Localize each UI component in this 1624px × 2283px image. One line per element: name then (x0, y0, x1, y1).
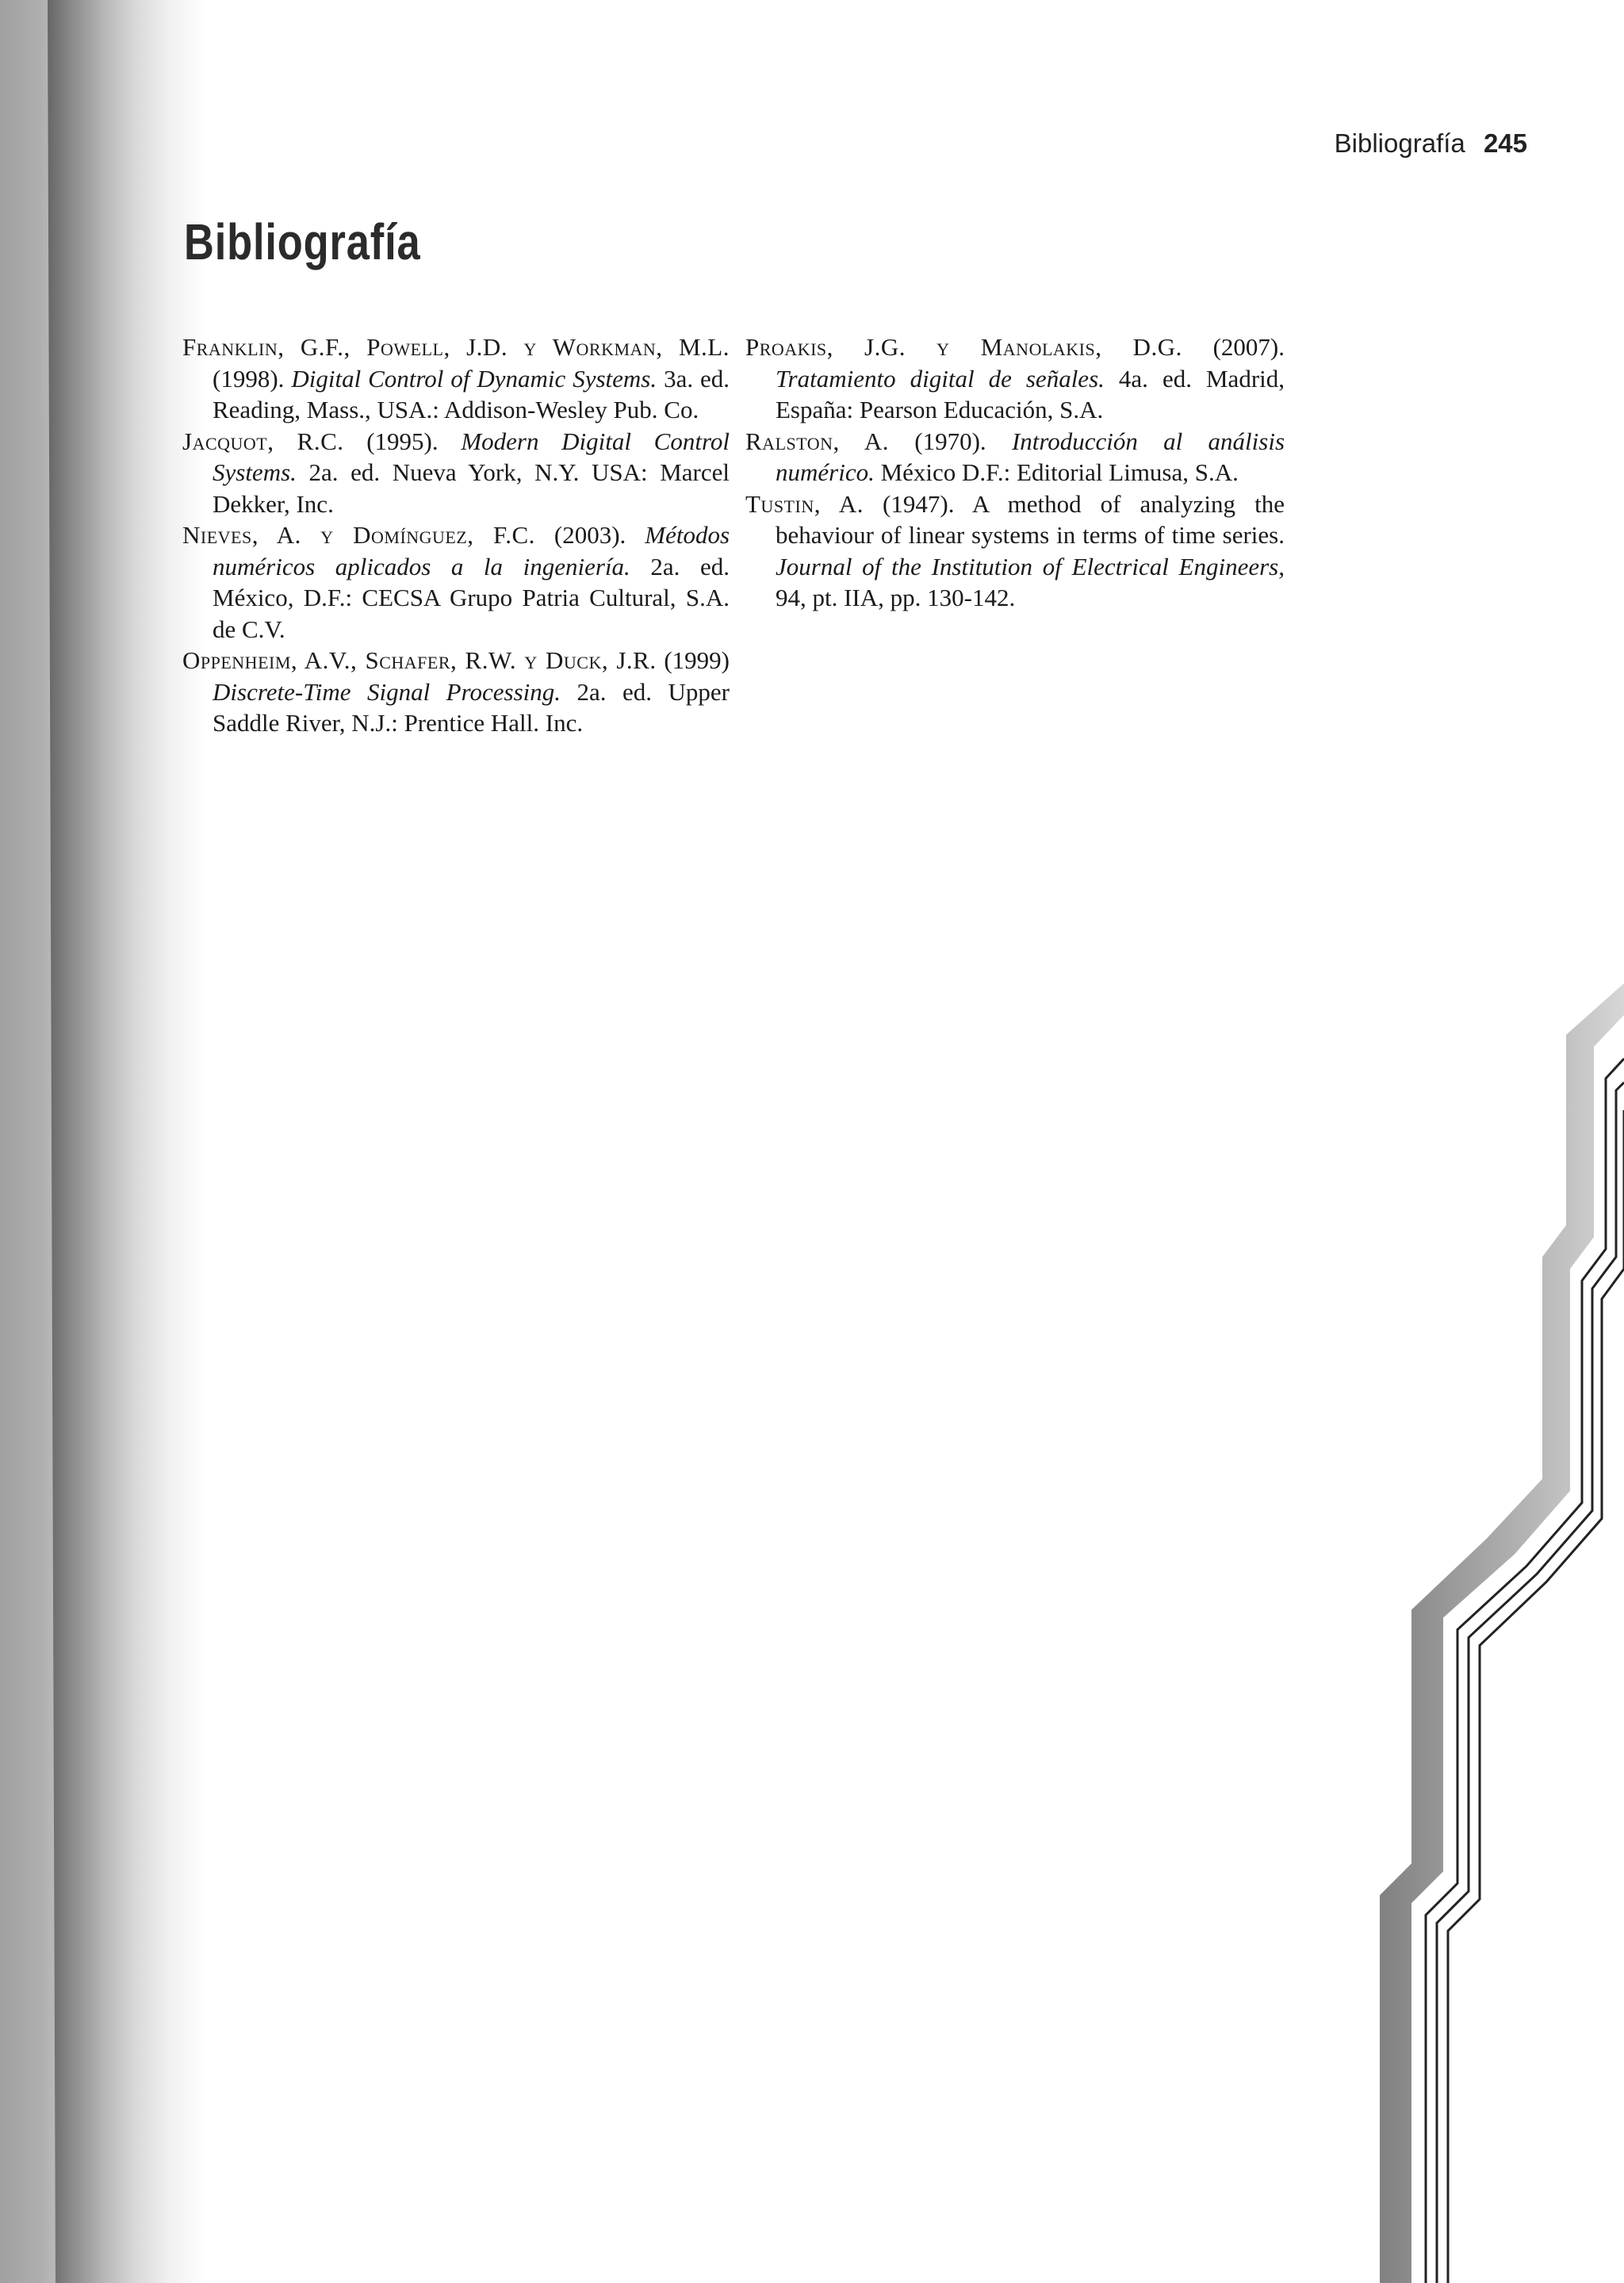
bib-year: (1995). (366, 427, 439, 455)
bib-year: (2003). (553, 521, 626, 549)
bib-work-title: Discrete-Time Signal Processing. (213, 677, 561, 706)
bib-entry-ralston (745, 426, 1285, 488)
bib-year: (1947). (883, 489, 955, 518)
bib-entry-tustin (745, 488, 1285, 614)
bib-author: Tustin, A. (745, 489, 864, 518)
stair-line-1 (1426, 1059, 1624, 2283)
page-gutter-edge (0, 0, 56, 2283)
bib-publisher: 2a. ed. México, D.F.: CECSA Grupo Patria Cultural, S.A. de C.V. (213, 552, 730, 643)
bib-author: Proakis, J.G. y Manolakis, D.G. (745, 333, 1182, 361)
bib-journal-title: Journal of the Institution of Electrical Engineers, (776, 552, 1285, 580)
decorative-stair-lines (1332, 983, 1624, 2283)
bib-year: (1970). (914, 427, 986, 455)
bib-publisher: 2a. ed. Nueva York, N.Y. USA: Marcel Dekker, Inc. (213, 458, 730, 518)
bib-entry-oppenheim (182, 645, 730, 739)
bib-year: (2007). (1212, 333, 1285, 361)
bib-author: Franklin, G.F., Powell, J.D. y Workman, M.L. (182, 333, 730, 361)
bib-author: Oppenheim, A.V., Schafer, R.W. y Duck, J.R. (182, 646, 657, 674)
bib-entry-proakis (745, 331, 1285, 426)
bib-year: (1999) (664, 646, 730, 674)
bib-work-title: Introducción al análisis numérico. (776, 427, 1285, 486)
bib-publisher: 4a. ed. Madrid, España: Pearson Educación, S.A. (776, 364, 1285, 423)
bib-entry-franklin (182, 331, 730, 426)
bibliography-column-left (182, 331, 730, 739)
bib-publisher: 3a. ed. Reading, Mass., USA.: Addison-Wesley Pub. Co. (213, 364, 730, 423)
bib-work-title: Tratamiento digital de señales. (776, 364, 1105, 393)
bib-author: Ralston, A. (745, 427, 889, 455)
section-title: Bibliografía (184, 213, 421, 270)
bib-publisher: 94, pt. IIA, pp. 130-142. (776, 584, 1016, 611)
running-header-title: Bibliografía (1334, 128, 1465, 158)
bib-publisher: México D.F.: Editorial Limusa, S.A. (880, 458, 1239, 486)
bib-article-title: A method of analyzing the behaviour of linear systems in terms of time series. (776, 489, 1285, 549)
bib-work-title: Métodos numéricos aplicados a la ingeniería. (213, 521, 730, 580)
bib-work-title: Modern Digital Control Systems. (213, 427, 730, 486)
bib-work-title: Digital Control of Dynamic Systems. (291, 364, 657, 393)
bib-entry-jacquot (182, 426, 730, 520)
page-number: 245 (1483, 128, 1527, 158)
bib-year: (1998). (213, 364, 285, 393)
bib-entry-nieves (182, 519, 730, 645)
running-header (1335, 128, 1527, 159)
bib-publisher: 2a. ed. Upper Saddle River, N.J.: Prentice Hall. Inc. (213, 677, 730, 737)
bibliography-column-right (745, 331, 1285, 614)
stair-line-3 (1448, 1110, 1624, 2283)
bib-author: Jacquot, R.C. (182, 427, 344, 455)
bib-author: Nieves, A. y Domínguez, F.C. (182, 521, 535, 549)
stair-shadow-band (1380, 983, 1624, 2283)
